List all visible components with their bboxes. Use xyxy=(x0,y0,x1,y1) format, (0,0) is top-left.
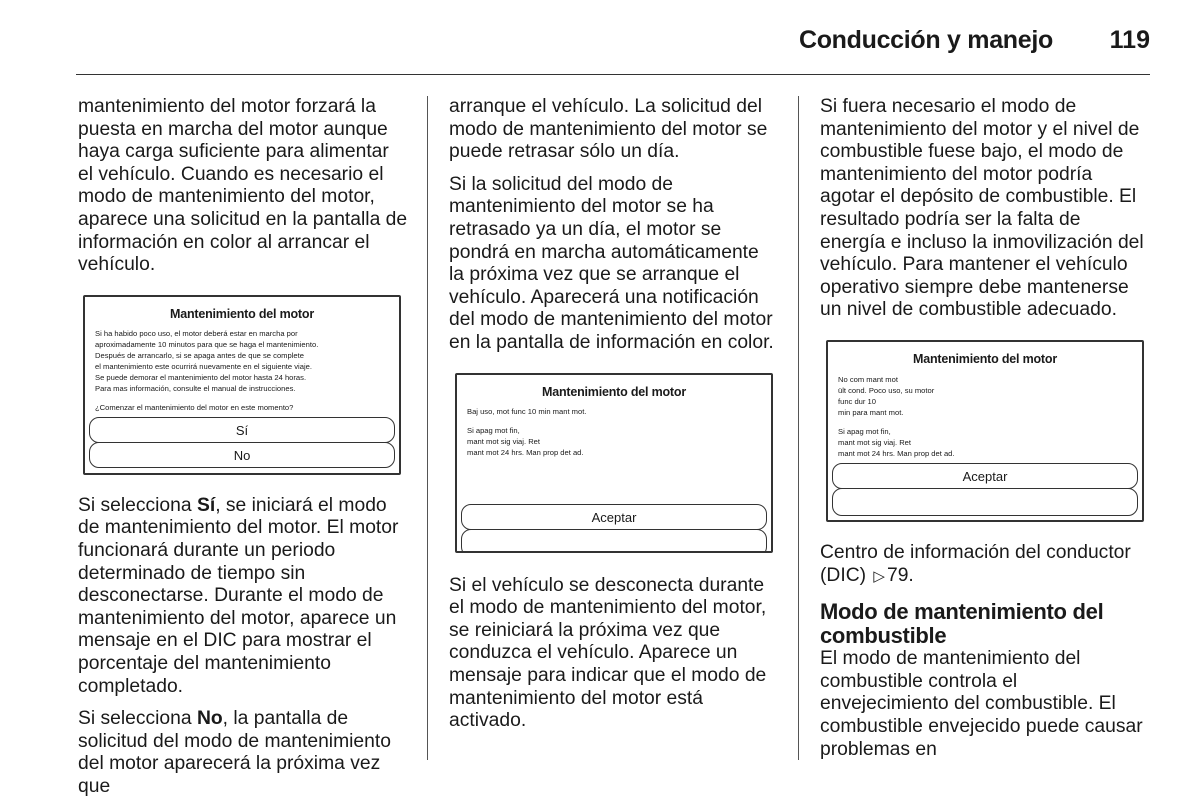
screen-line: mant mot 24 hrs. Man prop det ad. xyxy=(838,448,955,458)
screen-line: ült cond. Poco uso, su motor xyxy=(838,385,935,395)
screen-message xyxy=(85,328,399,413)
screen-line: Después de arrancarlo, si se apaga antes de que se complete xyxy=(95,351,304,361)
header-divider xyxy=(76,74,1150,75)
paragraph: Si fuera necesario el modo de mantenimiento del motor y el nivel de combustible fuese bajo, el modo de mantenimiento del motor podría agotar el depósito de combustible. El resultado podría ser la falta de energía e incluso la inmovilización del vehículo. Para mantener el vehículo operativo siempre debe mantenerse un nivel de combustible adecuado. xyxy=(820,96,1144,321)
column-divider-1 xyxy=(427,96,428,760)
low-fuel-maintenance-illustration xyxy=(826,340,1144,522)
section-heading: Modo de mantenimiento del combustible xyxy=(820,599,1104,649)
screen-accept-button: Aceptar xyxy=(461,504,767,530)
cross-reference-page[interactable]: 79. xyxy=(886,564,914,586)
screen-empty-button xyxy=(461,529,767,552)
screen-message xyxy=(828,374,1142,459)
screen-line: Se puede demorar el mantenimiento del motor hasta 24 horas. xyxy=(95,373,307,383)
screen-line: Si apag mot fin, xyxy=(838,426,891,436)
screen-line: mant mot sig viaj. Ret xyxy=(467,437,541,447)
screen-line: mant mot 24 hrs. Man prop det ad. xyxy=(467,448,584,458)
paragraph: Si la solicitud del modo de mantenimiento del motor se ha retrasado ya un día, el motor se pondrá en marcha automáticamente la próxima vez que se arranque el vehículo. Aparecerá una notificación del modo de mantenimiento del motor en la pantalla de información en color. xyxy=(449,173,774,353)
emphasis-yes: Sí xyxy=(196,494,216,516)
screen-line: Si apag mot fin, xyxy=(467,426,520,436)
screen-line: No com mant mot xyxy=(838,374,898,384)
screen-question: ¿Comenzar el mantenimiento del motor en este momento? xyxy=(95,403,294,413)
column-3 xyxy=(820,96,1150,771)
cross-reference-arrow-icon: ▷ xyxy=(873,567,885,585)
screen-line: Baj uso, mot func 10 min mant mot. xyxy=(467,407,587,417)
screen-line: func dur 10 xyxy=(838,396,876,406)
engine-maintenance-prompt-illustration xyxy=(83,295,401,475)
paragraph: arranque el vehículo. La solicitud del modo de mantenimiento del motor se puede retrasar sólo un día. xyxy=(449,96,768,163)
screen-title: Mantenimiento del motor xyxy=(169,306,314,321)
screen-title: Mantenimiento del motor xyxy=(541,384,686,399)
column-1 xyxy=(78,96,408,808)
figure-caption: Centro de información del conductor (DIC) ▷ 79. xyxy=(820,541,1131,586)
page-number: 119 xyxy=(1109,26,1150,54)
screen-line: mant mot sig viaj. Ret xyxy=(838,437,912,447)
screen-line: el mantenimiento este ocurrirá nuevamente en el siguiente viaje. xyxy=(95,362,312,372)
screen-message xyxy=(457,406,771,458)
emphasis-no: No xyxy=(196,708,223,730)
screen-no-button: No xyxy=(89,442,395,468)
paragraph-select-yes: Si selecciona Sí, se iniciará el modo de mantenimiento del motor. El motor funcionará durante un periodo determinado de tiempo sin desconectarse. Durante el modo de mantenimiento del motor, aparece un mensaje en el DIC para mostrar el porcentaje del mantenimiento completado. xyxy=(78,494,399,697)
column-2 xyxy=(449,96,779,743)
screen-yes-button: Sí xyxy=(89,417,395,443)
paragraph: mantenimiento del motor forzará la puesta en marcha del motor aunque haya carga suficiente para alimentar el vehículo. Cuando es necesario el modo de mantenimiento del motor, aparece una solicitud en la pantalla de información en color al arrancar el vehículo. xyxy=(78,96,408,276)
page-header-title: Conducción y manejo xyxy=(798,26,1053,54)
screen-line: aproximadamente 10 minutos para que se haga el mantenimiento. xyxy=(95,340,319,350)
paragraph-select-no: Si selecciona No, la pantalla de solicitud del modo de mantenimiento del motor aparecerá la próxima vez que xyxy=(78,708,391,797)
screen-empty-button xyxy=(832,488,1138,516)
screen-line: min para mant mot. xyxy=(838,407,904,417)
screen-line: Para mas información, consulte el manual de instrucciones. xyxy=(95,384,296,394)
screen-accept-button: Aceptar xyxy=(832,463,1138,489)
engine-maintenance-notification-illustration xyxy=(455,373,773,553)
paragraph: Si el vehículo se desconecta durante el modo de mantenimiento del motor, se reiniciará la próxima vez que conduzca el vehículo. Aparece un mensaje para indicar que el modo de mantenimiento del motor está activado. xyxy=(449,574,767,732)
screen-title: Mantenimiento del motor xyxy=(912,351,1057,366)
screen-line: Si ha habido poco uso, el motor deberá estar en marcha por xyxy=(95,329,298,339)
column-divider-2 xyxy=(798,96,799,760)
paragraph: El modo de mantenimiento del combustible controla el envejecimiento del combustible. El combustible envejecido puede causar problemas en xyxy=(820,648,1143,760)
